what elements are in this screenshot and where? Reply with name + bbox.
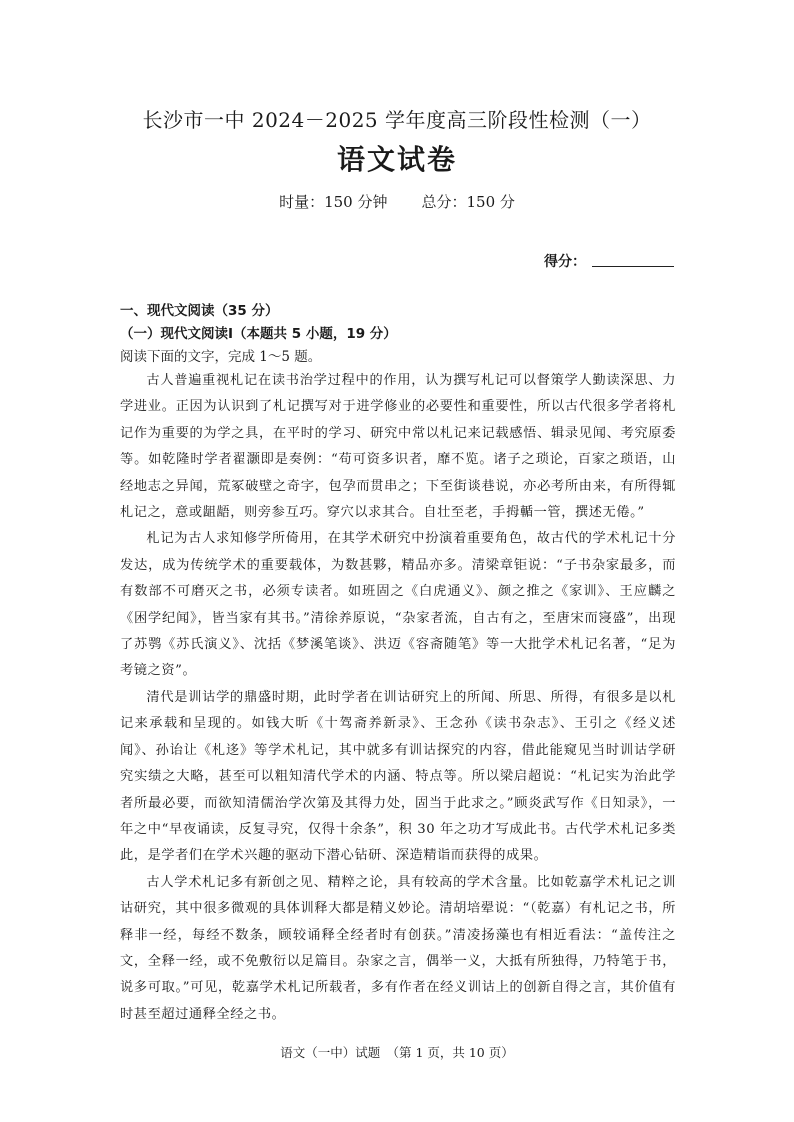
exam-meta <box>0 191 794 212</box>
exam-title: 长沙市一中 2024－2025 学年度高三阶段性检测（一） <box>142 108 652 132</box>
subsection-heading: （一）现代文阅读Ⅰ（本题共 5 小题，19 分） <box>120 326 397 342</box>
time-limit: 时量：150 分钟 <box>279 193 388 211</box>
score-label: 得分： <box>544 254 586 270</box>
passage-paragraph-4: 古人学术札记多有新创之见、精粹之论，具有较高的学术含量。比如乾嘉学术札记之训诂研究，其中很多微观的具体训释大都是精义妙论。清胡培翚说：“（乾嘉）有札记之书，所释非一经，每经不数条，顾较诵释全经者时有创获。”清凌扬藻也有相近看法：“盖传注之文，全释一经，或不免敷衍以足篇目。杂家之言，偶举一义，大抵有所独得，乃特笔于书，说多可取。”可见，乾嘉学术札记所载者，多有作者在经义训诂上的创新自得之言，其价值有时甚至超过通释全经之书。 <box>120 874 676 1022</box>
page-footer: 语文（一中）试题 （第 1 页，共 10 页） <box>280 1045 514 1060</box>
passage-paragraph-2: 札记为古人求知修学所倚用，在其学术研究中扮演着重要角色，故古代的学术札记十分发达，成为传统学术的重要载体，为数甚夥，精品亦多。清梁章钜说：“子书杂家最多，而有数部不可磨灭之书，必须专读者。如班固之《白虎通义》、颜之推之《家训》、王应麟之《困学纪闻》，皆当家有其书。”清徐养原说，“杂家者流，自古有之，至唐宋而寖盛”，出现了苏鹗《苏氏演义》、沈括《梦溪笔谈》、洪迈《容斋随笔》等一大批学术札记名著，“足为考镜之资”。 <box>120 531 676 679</box>
section-heading: 一、现代文阅读（35 分） <box>120 303 279 319</box>
passage-paragraph-3: 清代是训诂学的鼎盛时期，此时学者在训诂研究上的所闻、所思、所得，有很多是以札记来承载和呈现的。如钱大昕《十驾斋养新录》、王念孙《读书杂志》、王引之《经义述闻》、孙诒让《札迻》等学术札记，其中就多有训诂探究的内容，借此能窥见当时训诂学研究实绩之大略，甚至可以粗知清代学术的内涵、特点等。所以梁启超说：“札记实为治此学者所最必要，而欲知清儒治学次第及其得力处，固当于此求之。”顾炎武写作《日知录》，一年之中“早夜诵读，反复寻究，仅得十余条”，积 30 年之功才写成此书。古代学术札记多类此，是学者们在学术兴趣的驱动下潜心钻研、深造精诣而获得的成果。 <box>120 689 676 864</box>
reading-passage <box>120 368 676 1028</box>
score-blank[interactable] <box>592 266 674 267</box>
reading-instruction: 阅读下面的文字，完成 1～5 题。 <box>120 349 322 365</box>
total-score: 总分：150 分 <box>421 193 515 211</box>
passage-paragraph-1: 古人普遍重视札记在读书治学过程中的作用，认为撰写札记可以督策学人勤读深思、力学进业。正因为认识到了札记撰写对于进学修业的必要性和重要性，所以古代很多学者将札记作为重要的为学之具，在平时的学习、研究中常以札记来记载感悟、辑录见闻、考究原委等。如乾隆时学者翟灏即是奏例：“苟可资多识者，靡不览。诸子之琐论，百家之琐语，山经地志之异闻，荒冢破壁之奇字，包孕而贯串之；下至街谈巷说，亦必考所由来，有所得辄札记之，意或龃龉，则旁参互巧。穿穴以求其合。自壮至老，手拇輴一管，撰述无倦。” <box>120 373 676 521</box>
subject-title: 语文试卷 <box>336 143 457 176</box>
